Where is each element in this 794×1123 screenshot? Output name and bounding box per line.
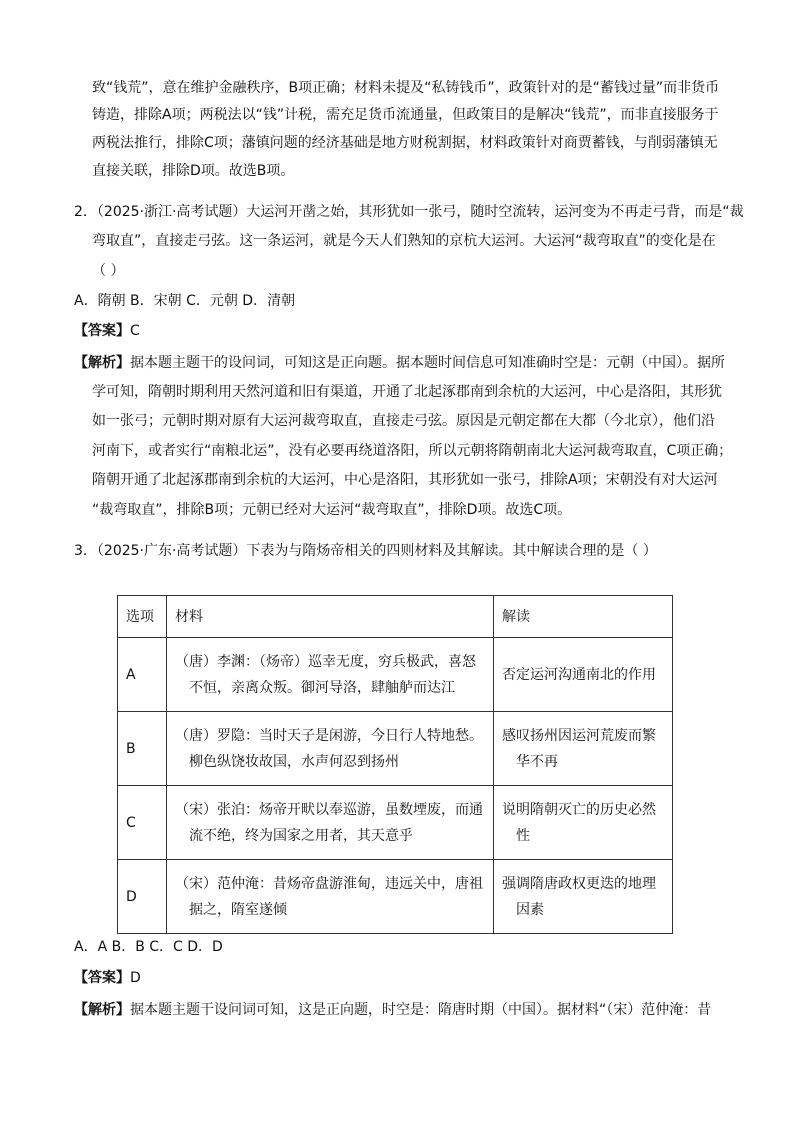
question-2-answer — [74, 318, 140, 345]
material-cell — [167, 638, 494, 712]
answer-label: 【答案】 — [74, 970, 130, 986]
material-text: （唐）李渊：（炀帝）巡幸无度，穷兵极武，喜怒 — [175, 653, 476, 670]
answer-value: C — [130, 323, 140, 339]
interpretation-cell — [494, 860, 673, 934]
table-header-cell: 解读 — [494, 596, 673, 638]
interpretation-cell — [494, 786, 673, 860]
interpretation-text: 否定运河沟通南北的作用 — [502, 666, 656, 683]
option-cell: A — [118, 638, 167, 712]
question-2-stem-line: 弯取直”，直接走弓弦。这一条运河，就是今天人们熟知的京杭大运河。大运河“裁弯取直”的变化是在 — [92, 233, 716, 249]
material-text: （宋）范仲淹：昔炀帝盘游淮甸，违远关中，唐祖 — [175, 875, 483, 892]
question-2-stem-line: 2．（2025·浙江·高考试题）大运河开凿之始，其形犹如一张弓，随时空流转，运河变为不再走弓背，而是“裁 — [74, 204, 744, 220]
interpretation-cell — [494, 638, 673, 712]
material-cell — [167, 786, 494, 860]
question-3-stem: 3．（2025·广东·高考试题）下表为与隋炀帝相关的四则材料及其解读。其中解读合理的是（ ） — [74, 543, 657, 559]
analysis-text-line: 致“钱荒”，意在维护金融秩序，B项正确；材料未提及“私铸钱币”，政策针对的是“蓄钱过量”而非货币 — [92, 80, 720, 96]
material-cell — [167, 712, 494, 786]
interpretation-text: 素 — [530, 901, 544, 918]
interpretation-text: 强调隋唐政权更迭的地理因 — [502, 875, 656, 918]
material-text: 不恒，亲离众叛。御河导洛，肆舳舻而达江 — [189, 679, 455, 696]
question-3-analysis-line — [74, 997, 711, 1024]
material-text: （唐）罗隐：当时天子是闲游，今日行人特地愁。 — [175, 727, 483, 744]
table-header-cell: 选项 — [118, 596, 167, 638]
question-3-options: A．A B．B C．C D．D — [74, 939, 223, 955]
question-2-analysis-line: 学可知，隋朝时期利用天然河道和旧有渠道，开通了北起涿郡南到余杭的大运河，中心是洛阳，其形犹 — [92, 384, 722, 400]
analysis-text: 据本题主题干的设问词，可知这是正向题。据本题时间信息可知准确时空是：元朝（中国）。据所 — [130, 355, 725, 371]
analysis-label: 【解析】 — [74, 355, 130, 371]
analysis-text-line: 铸造，排除A项；两税法以“钱”计税，需充足货币流通量，但政策目的是解决“钱荒”，而非直接服务于 — [92, 107, 719, 123]
interpretation-text: 不再 — [530, 753, 558, 770]
option-cell: B — [118, 712, 167, 786]
material-text: 据之，隋室遂倾 — [189, 901, 287, 918]
analysis-text-line: 两税法推行，排除C项；藩镇问题的经济基础是地方财税割据，材料政策针对商贾蓄钱，与削弱藩镇无 — [92, 135, 718, 151]
table-header-cell: 材料 — [167, 596, 494, 638]
question-3-table — [117, 595, 673, 934]
material-text: 流不绝，终为国家之用者，其天意乎 — [189, 827, 413, 844]
table-header-row — [118, 596, 673, 638]
answer-label: 【答案】 — [74, 323, 130, 339]
question-2-analysis-line: 如一张弓；元朝时期对原有大运河裁弯取直，直接走弓弦。原因是元朝定都在大都（今北京），他们沿 — [92, 413, 715, 429]
analysis-text-line: 直接关联，排除D项。故选B项。 — [92, 163, 295, 179]
analysis-label: 【解析】 — [74, 1002, 130, 1018]
analysis-text: 据本题主题干设问词可知，这是正向题，时空是：隋唐时期（中国）。据材料“（宋）范仲淹：昔 — [130, 1002, 712, 1018]
table-row — [118, 786, 673, 860]
question-2-analysis-line: “裁弯取直”，排除B项；元朝已经对大运河“裁弯取直”，排除D项。故选C项。 — [92, 502, 572, 518]
table-row — [118, 860, 673, 934]
question-3-answer — [74, 965, 141, 992]
question-2-analysis-line — [74, 350, 725, 377]
answer-value: D — [130, 970, 141, 986]
material-text: 柳色纵饶妆故国，水声何忍到扬州 — [189, 753, 399, 770]
interpretation-text: 感叹扬州因运河荒废而繁华 — [502, 727, 656, 770]
interpretation-text: 说明隋朝灭亡的历史必然性 — [502, 801, 656, 844]
material-cell — [167, 860, 494, 934]
material-text: （宋）张泊：炀帝开畎以奉巡游，虽数堙废，而通 — [175, 801, 483, 818]
interpretation-cell — [494, 712, 673, 786]
table-row — [118, 638, 673, 712]
question-2-options: A．隋朝 B．宋朝 C．元朝 D．清朝 — [74, 293, 296, 309]
question-2-analysis-line: 河南下，或者实行“南粮北运”，没有必要再绕道洛阳，所以元朝将隋朝南北大运河裁弯取直，C项正确； — [92, 443, 733, 459]
option-cell: D — [118, 860, 167, 934]
question-2-stem-line: （ ） — [92, 263, 125, 279]
option-cell: C — [118, 786, 167, 860]
table-row — [118, 712, 673, 786]
question-2-analysis-line: 隋朝开通了北起涿郡南到余杭的大运河，中心是洛阳，其形犹如一张弓，排除A项；宋朝没有对大运河 — [92, 472, 718, 488]
